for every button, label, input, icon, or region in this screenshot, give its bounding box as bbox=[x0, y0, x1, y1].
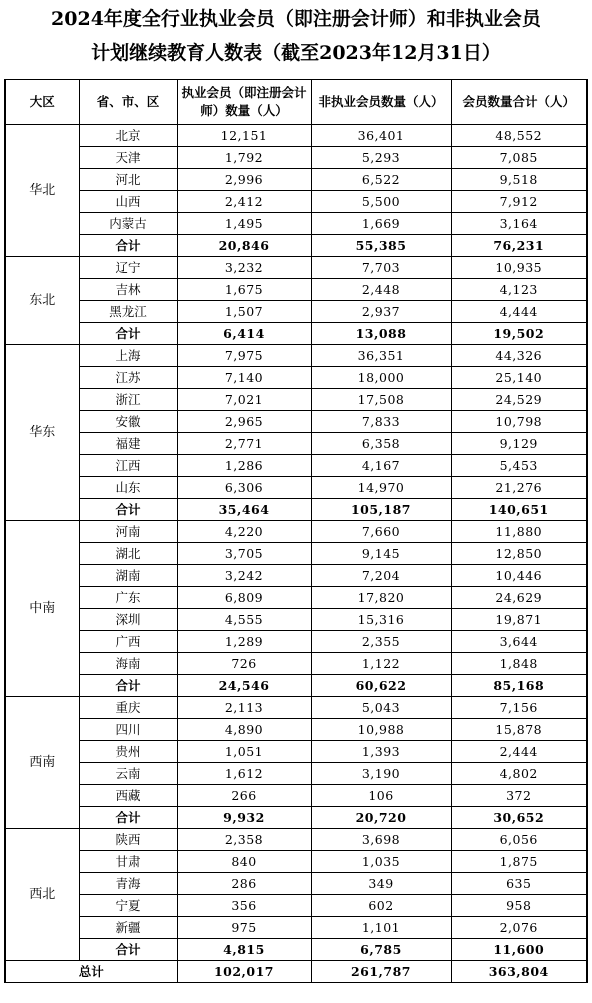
region-cell: 西南 bbox=[5, 697, 79, 829]
subtotal-total: 76,231 bbox=[451, 235, 587, 257]
total-cell: 21,276 bbox=[451, 477, 587, 499]
practicing-cell: 4,220 bbox=[177, 521, 311, 543]
table-row bbox=[5, 587, 587, 609]
total-cell: 10,935 bbox=[451, 257, 587, 279]
region-cell: 西北 bbox=[5, 829, 79, 961]
subtotal-total: 140,651 bbox=[451, 499, 587, 521]
table-row bbox=[5, 521, 587, 543]
table-row bbox=[5, 191, 587, 213]
header-province: 省、市、区 bbox=[79, 80, 177, 125]
header-region: 大区 bbox=[5, 80, 79, 125]
region-cell: 中南 bbox=[5, 521, 79, 697]
practicing-cell: 3,242 bbox=[177, 565, 311, 587]
practicing-cell: 1,612 bbox=[177, 763, 311, 785]
subtotal-practicing: 20,846 bbox=[177, 235, 311, 257]
practicing-cell: 2,965 bbox=[177, 411, 311, 433]
subtotal-row bbox=[5, 675, 587, 697]
table-row bbox=[5, 763, 587, 785]
province-cell: 辽宁 bbox=[79, 257, 177, 279]
non-practicing-cell: 36,351 bbox=[311, 345, 451, 367]
total-cell: 11,880 bbox=[451, 521, 587, 543]
table-row bbox=[5, 257, 587, 279]
non-practicing-cell: 2,448 bbox=[311, 279, 451, 301]
province-cell: 湖北 bbox=[79, 543, 177, 565]
non-practicing-cell: 17,508 bbox=[311, 389, 451, 411]
non-practicing-cell: 5,500 bbox=[311, 191, 451, 213]
non-practicing-cell: 36,401 bbox=[311, 125, 451, 147]
province-cell: 安徽 bbox=[79, 411, 177, 433]
table-row bbox=[5, 279, 587, 301]
table-row bbox=[5, 433, 587, 455]
subtotal-practicing: 4,815 bbox=[177, 939, 311, 961]
subtotal-total: 85,168 bbox=[451, 675, 587, 697]
table-row bbox=[5, 609, 587, 631]
total-cell: 12,850 bbox=[451, 543, 587, 565]
province-cell: 浙江 bbox=[79, 389, 177, 411]
province-cell: 广西 bbox=[79, 631, 177, 653]
table-row bbox=[5, 873, 587, 895]
table-row bbox=[5, 719, 587, 741]
table-row bbox=[5, 125, 587, 147]
total-cell: 958 bbox=[451, 895, 587, 917]
table-row bbox=[5, 345, 587, 367]
practicing-cell: 840 bbox=[177, 851, 311, 873]
total-cell: 4,802 bbox=[451, 763, 587, 785]
subtotal-practicing: 9,932 bbox=[177, 807, 311, 829]
practicing-cell: 3,232 bbox=[177, 257, 311, 279]
table-row bbox=[5, 565, 587, 587]
province-cell: 贵州 bbox=[79, 741, 177, 763]
practicing-cell: 12,151 bbox=[177, 125, 311, 147]
subtotal-practicing: 35,464 bbox=[177, 499, 311, 521]
province-cell: 山西 bbox=[79, 191, 177, 213]
total-cell: 10,798 bbox=[451, 411, 587, 433]
practicing-cell: 4,890 bbox=[177, 719, 311, 741]
total-cell: 15,878 bbox=[451, 719, 587, 741]
subtotal-non-practicing: 6,785 bbox=[311, 939, 451, 961]
non-practicing-cell: 17,820 bbox=[311, 587, 451, 609]
total-cell: 3,164 bbox=[451, 213, 587, 235]
subtotal-practicing: 6,414 bbox=[177, 323, 311, 345]
grand-total-non-practicing: 261,787 bbox=[311, 961, 451, 983]
table-row bbox=[5, 301, 587, 323]
table-row bbox=[5, 631, 587, 653]
table-row bbox=[5, 477, 587, 499]
subtotal-non-practicing: 55,385 bbox=[311, 235, 451, 257]
non-practicing-cell: 6,522 bbox=[311, 169, 451, 191]
table-row bbox=[5, 697, 587, 719]
non-practicing-cell: 106 bbox=[311, 785, 451, 807]
region-cell: 东北 bbox=[5, 257, 79, 345]
non-practicing-cell: 1,393 bbox=[311, 741, 451, 763]
non-practicing-cell: 10,988 bbox=[311, 719, 451, 741]
subtotal-row bbox=[5, 807, 587, 829]
total-cell: 24,529 bbox=[451, 389, 587, 411]
total-cell: 372 bbox=[451, 785, 587, 807]
subtotal-practicing: 24,546 bbox=[177, 675, 311, 697]
province-cell: 四川 bbox=[79, 719, 177, 741]
total-cell: 9,129 bbox=[451, 433, 587, 455]
table-header-row bbox=[5, 80, 587, 125]
practicing-cell: 2,358 bbox=[177, 829, 311, 851]
table-row bbox=[5, 895, 587, 917]
province-cell: 深圳 bbox=[79, 609, 177, 631]
practicing-cell: 975 bbox=[177, 917, 311, 939]
non-practicing-cell: 1,669 bbox=[311, 213, 451, 235]
table-row bbox=[5, 389, 587, 411]
practicing-cell: 266 bbox=[177, 785, 311, 807]
non-practicing-cell: 602 bbox=[311, 895, 451, 917]
table-row bbox=[5, 653, 587, 675]
non-practicing-cell: 4,167 bbox=[311, 455, 451, 477]
practicing-cell: 726 bbox=[177, 653, 311, 675]
total-cell: 10,446 bbox=[451, 565, 587, 587]
total-cell: 4,444 bbox=[451, 301, 587, 323]
total-cell: 3,644 bbox=[451, 631, 587, 653]
practicing-cell: 3,705 bbox=[177, 543, 311, 565]
province-cell: 甘肃 bbox=[79, 851, 177, 873]
province-cell: 江苏 bbox=[79, 367, 177, 389]
practicing-cell: 356 bbox=[177, 895, 311, 917]
table-row bbox=[5, 367, 587, 389]
page-subtitle: 计划继续教育人数表（截至2023年12月31日） bbox=[91, 42, 501, 64]
practicing-cell: 1,495 bbox=[177, 213, 311, 235]
non-practicing-cell: 6,358 bbox=[311, 433, 451, 455]
province-cell: 黑龙江 bbox=[79, 301, 177, 323]
practicing-cell: 6,306 bbox=[177, 477, 311, 499]
subtotal-non-practicing: 60,622 bbox=[311, 675, 451, 697]
total-cell: 7,156 bbox=[451, 697, 587, 719]
table-row bbox=[5, 917, 587, 939]
non-practicing-cell: 2,937 bbox=[311, 301, 451, 323]
non-practicing-cell: 1,035 bbox=[311, 851, 451, 873]
subtotal-non-practicing: 20,720 bbox=[311, 807, 451, 829]
practicing-cell: 1,792 bbox=[177, 147, 311, 169]
total-cell: 48,552 bbox=[451, 125, 587, 147]
region-cell: 华东 bbox=[5, 345, 79, 521]
province-cell: 宁夏 bbox=[79, 895, 177, 917]
subtotal-row bbox=[5, 323, 587, 345]
table-row bbox=[5, 543, 587, 565]
province-cell: 新疆 bbox=[79, 917, 177, 939]
non-practicing-cell: 2,355 bbox=[311, 631, 451, 653]
total-cell: 9,518 bbox=[451, 169, 587, 191]
province-cell: 山东 bbox=[79, 477, 177, 499]
province-cell: 内蒙古 bbox=[79, 213, 177, 235]
total-cell: 44,326 bbox=[451, 345, 587, 367]
non-practicing-cell: 1,122 bbox=[311, 653, 451, 675]
practicing-cell: 286 bbox=[177, 873, 311, 895]
table-row bbox=[5, 169, 587, 191]
total-cell: 6,056 bbox=[451, 829, 587, 851]
table-row bbox=[5, 829, 587, 851]
table-row bbox=[5, 411, 587, 433]
total-cell: 7,085 bbox=[451, 147, 587, 169]
header-practicing: 执业会员（即注册会计师）数量（人） bbox=[177, 80, 311, 125]
province-cell: 湖南 bbox=[79, 565, 177, 587]
table-body bbox=[5, 125, 587, 983]
subtotal-total: 19,502 bbox=[451, 323, 587, 345]
subtotal-row bbox=[5, 499, 587, 521]
non-practicing-cell: 5,043 bbox=[311, 697, 451, 719]
non-practicing-cell: 7,833 bbox=[311, 411, 451, 433]
province-cell: 上海 bbox=[79, 345, 177, 367]
header-total: 会员数量合计（人） bbox=[451, 80, 587, 125]
non-practicing-cell: 3,698 bbox=[311, 829, 451, 851]
subtotal-label: 合计 bbox=[79, 323, 177, 345]
practicing-cell: 7,021 bbox=[177, 389, 311, 411]
table-row bbox=[5, 851, 587, 873]
practicing-cell: 4,555 bbox=[177, 609, 311, 631]
subtotal-total: 11,600 bbox=[451, 939, 587, 961]
practicing-cell: 1,289 bbox=[177, 631, 311, 653]
non-practicing-cell: 7,703 bbox=[311, 257, 451, 279]
grand-total-label: 总计 bbox=[5, 961, 177, 983]
region-cell: 华北 bbox=[5, 125, 79, 257]
grand-total-practicing: 102,017 bbox=[177, 961, 311, 983]
total-cell: 4,123 bbox=[451, 279, 587, 301]
subtotal-row bbox=[5, 939, 587, 961]
practicing-cell: 2,412 bbox=[177, 191, 311, 213]
practicing-cell: 6,809 bbox=[177, 587, 311, 609]
non-practicing-cell: 7,204 bbox=[311, 565, 451, 587]
province-cell: 河北 bbox=[79, 169, 177, 191]
non-practicing-cell: 15,316 bbox=[311, 609, 451, 631]
subtotal-non-practicing: 105,187 bbox=[311, 499, 451, 521]
province-cell: 陕西 bbox=[79, 829, 177, 851]
non-practicing-cell: 18,000 bbox=[311, 367, 451, 389]
practicing-cell: 2,113 bbox=[177, 697, 311, 719]
practicing-cell: 7,140 bbox=[177, 367, 311, 389]
province-cell: 云南 bbox=[79, 763, 177, 785]
subtotal-label: 合计 bbox=[79, 939, 177, 961]
total-cell: 7,912 bbox=[451, 191, 587, 213]
total-cell: 1,848 bbox=[451, 653, 587, 675]
province-cell: 重庆 bbox=[79, 697, 177, 719]
page-title: 2024年度全行业执业会员（即注册会计师）和非执业会员 bbox=[51, 8, 541, 30]
practicing-cell: 1,507 bbox=[177, 301, 311, 323]
total-cell: 25,140 bbox=[451, 367, 587, 389]
total-cell: 24,629 bbox=[451, 587, 587, 609]
province-cell: 河南 bbox=[79, 521, 177, 543]
subtotal-non-practicing: 13,088 bbox=[311, 323, 451, 345]
subtotal-label: 合计 bbox=[79, 499, 177, 521]
province-cell: 青海 bbox=[79, 873, 177, 895]
province-cell: 江西 bbox=[79, 455, 177, 477]
province-cell: 吉林 bbox=[79, 279, 177, 301]
subtotal-label: 合计 bbox=[79, 807, 177, 829]
province-cell: 福建 bbox=[79, 433, 177, 455]
non-practicing-cell: 349 bbox=[311, 873, 451, 895]
subtotal-label: 合计 bbox=[79, 235, 177, 257]
non-practicing-cell: 1,101 bbox=[311, 917, 451, 939]
grand-total-row bbox=[5, 961, 587, 983]
header-non-practicing: 非执业会员数量（人） bbox=[311, 80, 451, 125]
table-row bbox=[5, 213, 587, 235]
practicing-cell: 7,975 bbox=[177, 345, 311, 367]
total-cell: 19,871 bbox=[451, 609, 587, 631]
non-practicing-cell: 9,145 bbox=[311, 543, 451, 565]
total-cell: 2,076 bbox=[451, 917, 587, 939]
total-cell: 1,875 bbox=[451, 851, 587, 873]
grand-total-total: 363,804 bbox=[451, 961, 587, 983]
practicing-cell: 2,771 bbox=[177, 433, 311, 455]
practicing-cell: 2,996 bbox=[177, 169, 311, 191]
non-practicing-cell: 14,970 bbox=[311, 477, 451, 499]
table-row bbox=[5, 455, 587, 477]
practicing-cell: 1,051 bbox=[177, 741, 311, 763]
table-row bbox=[5, 785, 587, 807]
total-cell: 2,444 bbox=[451, 741, 587, 763]
table-row bbox=[5, 741, 587, 763]
total-cell: 5,453 bbox=[451, 455, 587, 477]
subtotal-total: 30,652 bbox=[451, 807, 587, 829]
province-cell: 西藏 bbox=[79, 785, 177, 807]
province-cell: 天津 bbox=[79, 147, 177, 169]
province-cell: 北京 bbox=[79, 125, 177, 147]
province-cell: 广东 bbox=[79, 587, 177, 609]
member-table bbox=[4, 79, 588, 983]
total-cell: 635 bbox=[451, 873, 587, 895]
subtotal-row bbox=[5, 235, 587, 257]
subtotal-label: 合计 bbox=[79, 675, 177, 697]
practicing-cell: 1,286 bbox=[177, 455, 311, 477]
non-practicing-cell: 5,293 bbox=[311, 147, 451, 169]
practicing-cell: 1,675 bbox=[177, 279, 311, 301]
non-practicing-cell: 3,190 bbox=[311, 763, 451, 785]
table-row bbox=[5, 147, 587, 169]
province-cell: 海南 bbox=[79, 653, 177, 675]
non-practicing-cell: 7,660 bbox=[311, 521, 451, 543]
